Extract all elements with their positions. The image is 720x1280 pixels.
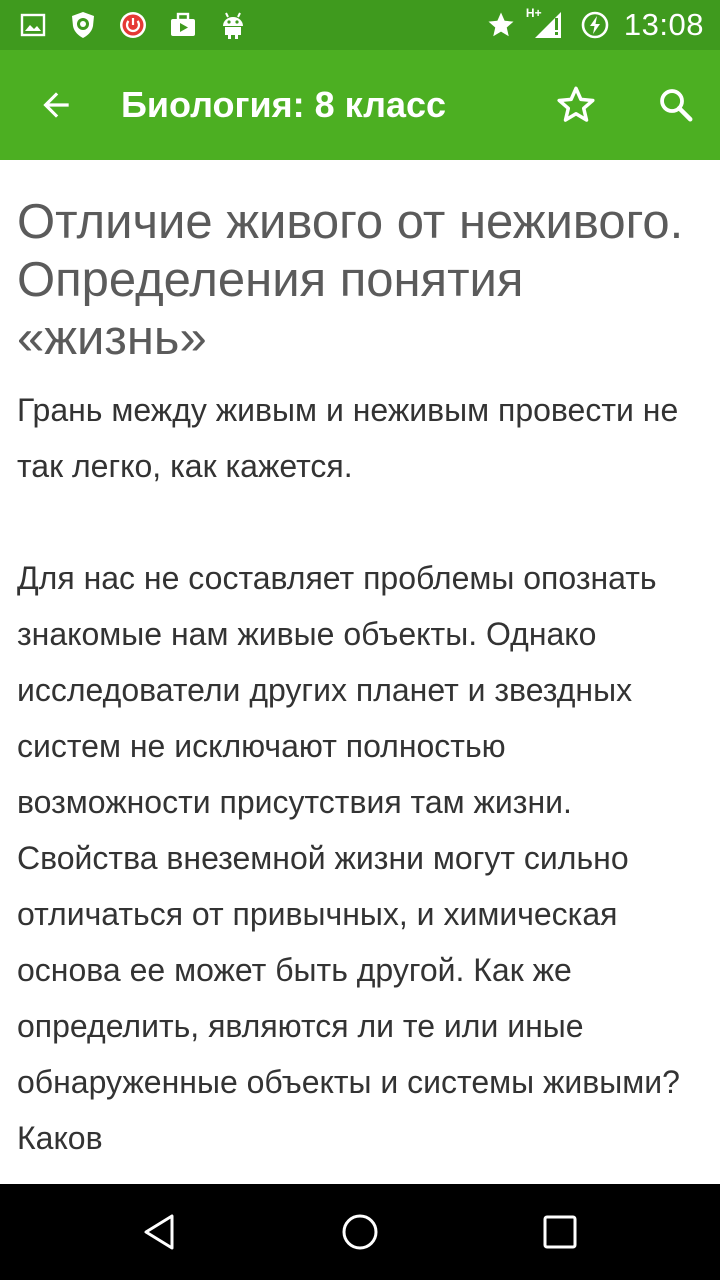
briefcase-icon [168, 10, 198, 40]
network-type-label: H+ [525, 6, 542, 20]
back-button[interactable] [28, 77, 84, 133]
image-icon [18, 10, 48, 40]
article-content[interactable] [0, 160, 720, 1184]
signal-icon [525, 6, 566, 40]
status-bar [0, 0, 720, 50]
arrow-left-icon [37, 86, 75, 124]
navigation-bar [0, 1184, 720, 1280]
nav-home-button[interactable] [330, 1202, 390, 1262]
battery-charging-icon [580, 10, 610, 40]
search-icon [657, 86, 695, 124]
star-outline-icon [555, 84, 597, 126]
shield-icon [68, 10, 98, 40]
status-time: 13:08 [623, 7, 704, 42]
android-icon [218, 10, 248, 40]
circle-home-icon [340, 1212, 380, 1252]
app-bar [0, 50, 720, 160]
nav-back-button[interactable] [130, 1202, 190, 1262]
star-icon [486, 10, 516, 40]
system-status-icons [486, 8, 704, 42]
triangle-back-icon [140, 1212, 180, 1252]
article-paragraph: Для нас не составляет проблемы опознать знакомые нам живые объекты. Однако исследователи других планет и звездных систем не исключают полностью возможности присутствия там жизни. Свойства внеземной жизни могут сильно отличаться от привычных, и химическая основа ее может быть другой. Как же определить, являются ли те или иные обнаруженные объекты и системы живыми? Каков [17, 560, 680, 1156]
article-paragraph: Грань между живым и неживым провести не так легко, как кажется. [17, 392, 679, 484]
app-title: Биология: 8 класс [121, 84, 447, 125]
search-button[interactable] [648, 77, 704, 133]
article-title: Отличие живого от неживого. Определения понятия «жизнь» [17, 195, 684, 365]
power-icon [118, 10, 148, 40]
favorite-button[interactable] [548, 77, 604, 133]
article-body [17, 382, 707, 1184]
square-recents-icon [542, 1214, 578, 1250]
notification-icons [18, 8, 248, 42]
nav-recents-button[interactable] [530, 1202, 590, 1262]
